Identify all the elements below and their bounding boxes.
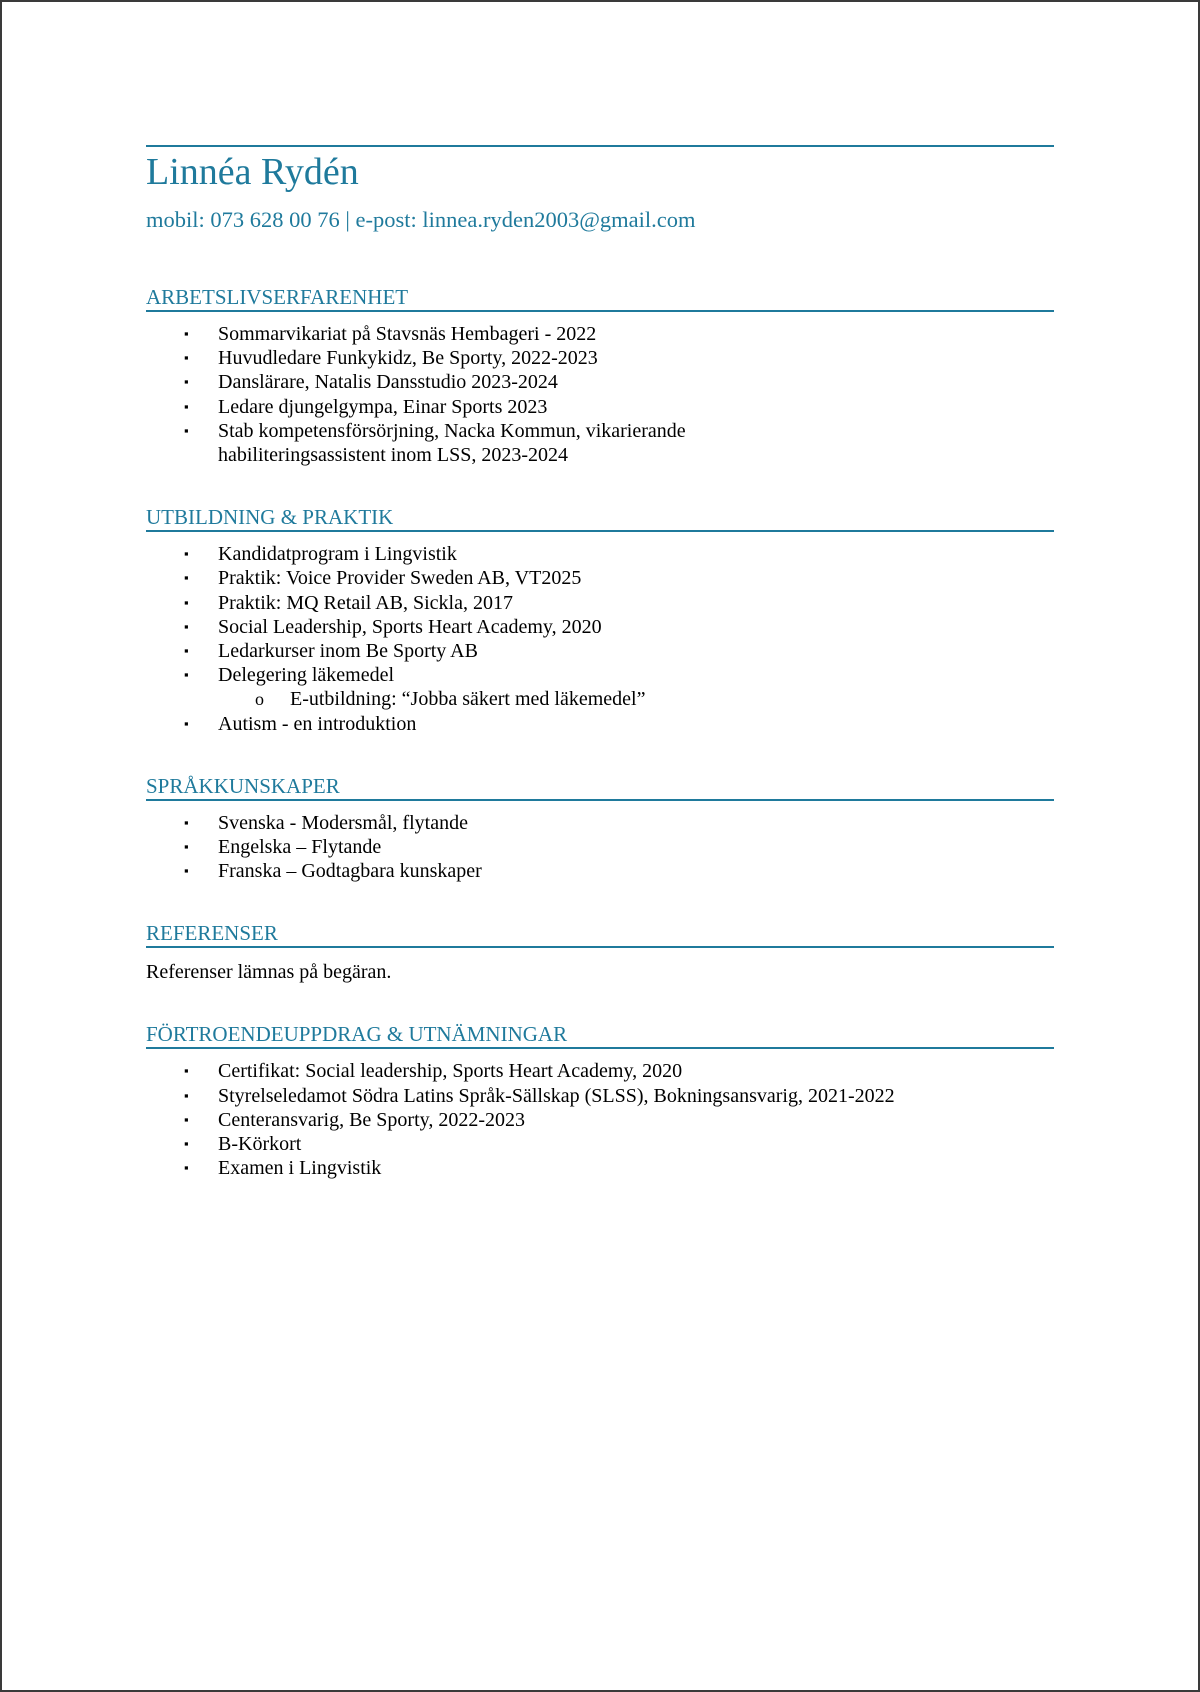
bullet-icon: ▪ — [184, 814, 189, 830]
bullet-icon: ▪ — [184, 863, 189, 879]
work-list — [146, 322, 1054, 467]
section-title-references: REFERENSER — [146, 921, 1054, 948]
header-rule — [146, 145, 1054, 147]
section-education — [146, 505, 1054, 736]
list-item: ▪ Praktik: Voice Provider Sweden AB, VT2025 — [184, 567, 582, 590]
bullet-icon: ▪ — [184, 1111, 189, 1127]
bullet-icon: ▪ — [184, 715, 189, 731]
bullet-icon: ▪ — [184, 594, 189, 610]
bullet-icon: ▪ — [184, 1087, 189, 1103]
sub-bullet-icon: o — [255, 689, 264, 710]
section-references — [146, 921, 1054, 984]
bullet-icon: ▪ — [184, 1160, 189, 1176]
section-title-languages: SPRÅKKUNSKAPER — [146, 774, 1054, 801]
list-item: ▪ Delegering läkemedel o E-utbildning: “Jobba säkert med läkemedel” — [146, 663, 1054, 711]
section-title-trust: FÖRTROENDEUPPDRAG & UTNÄMNINGAR — [146, 1022, 1054, 1049]
list-item: ▪ Ledare djungelgympa, Einar Sports 2023 — [184, 395, 548, 418]
bullet-icon: ▪ — [184, 618, 189, 634]
list-item: ▪ Certifikat: Social leadership, Sports Heart Academy, 2020 — [184, 1060, 683, 1083]
bullet-icon: ▪ — [184, 374, 189, 390]
section-languages — [146, 774, 1054, 884]
list-item: ▪ Centeransvarig, Be Sporty, 2022-2023 — [184, 1108, 525, 1131]
resume-content — [146, 145, 1054, 1180]
contact-line: mobil: 073 628 00 76 | e-post: linnea.ryden2003@gmail.com — [146, 207, 696, 232]
list-item: ▪ Praktik: MQ Retail AB, Sickla, 2017 — [184, 591, 513, 614]
section-trust-positions — [146, 1022, 1054, 1180]
section-work-experience — [146, 285, 1054, 467]
sub-list-item: o E-utbildning: “Jobba säkert med läkemedel” — [255, 688, 646, 711]
bullet-icon: ▪ — [184, 1063, 189, 1079]
bullet-icon: ▪ — [184, 326, 189, 341]
list-item: ▪ B-Körkort — [184, 1133, 302, 1156]
education-list — [146, 542, 1054, 736]
bullet-icon: ▪ — [184, 839, 189, 855]
sub-list — [218, 687, 1054, 711]
list-item: ▪ Danslärare, Natalis Dansstudio 2023-2024 — [184, 371, 558, 394]
bullet-icon: ▪ — [184, 667, 189, 683]
list-item: ▪ Franska – Godtagbara kunskaper — [184, 860, 482, 883]
bullet-icon: ▪ — [184, 570, 189, 586]
list-item: ▪ Huvudledare Funkykidz, Be Sporty, 2022-2023 — [184, 347, 598, 370]
list-item: ▪ Examen i Lingvistik — [184, 1157, 382, 1180]
section-title-education: UTBILDNING & PRAKTIK — [146, 505, 1054, 532]
list-item: ▪ Styrelseledamot Södra Latins Språk-Sällskap (SLSS), Bokningsansvarig, 2021-2022 — [184, 1084, 895, 1107]
list-item: ▪ Svenska - Modersmål, flytande — [184, 811, 468, 834]
bullet-icon: ▪ — [184, 546, 189, 562]
list-item: ▪ Stab kompetensförsörjning, Nacka Kommun, vikarierande habiliteringsassistent inom LSS, 2023-2024 — [184, 419, 686, 467]
list-item: ▪ Ledarkurser inom Be Sporty AB — [184, 640, 478, 663]
list-item: ▪ Social Leadership, Sports Heart Academy, 2020 — [184, 615, 602, 638]
bullet-icon: ▪ — [184, 398, 189, 414]
list-item: ▪ Kandidatprogram i Lingvistik — [184, 543, 457, 566]
languages-list — [146, 811, 1054, 884]
trust-list — [146, 1059, 1054, 1180]
list-item: ▪ Sommarvikariat på Stavsnäs Hembageri - 2022 — [184, 323, 597, 345]
list-item: ▪ Autism - en introduktion — [184, 712, 417, 735]
list-item: ▪ Engelska – Flytande — [184, 836, 382, 859]
bullet-icon: ▪ — [184, 350, 189, 366]
section-title-work: ARBETSLIVSERFARENHET — [146, 285, 1054, 312]
bullet-icon: ▪ — [184, 1136, 189, 1152]
references-text: Referenser lämnas på begäran. — [146, 961, 392, 984]
candidate-name: Linnéa Rydén — [146, 151, 359, 193]
bullet-icon: ▪ — [184, 643, 189, 659]
bullet-icon: ▪ — [184, 422, 189, 438]
